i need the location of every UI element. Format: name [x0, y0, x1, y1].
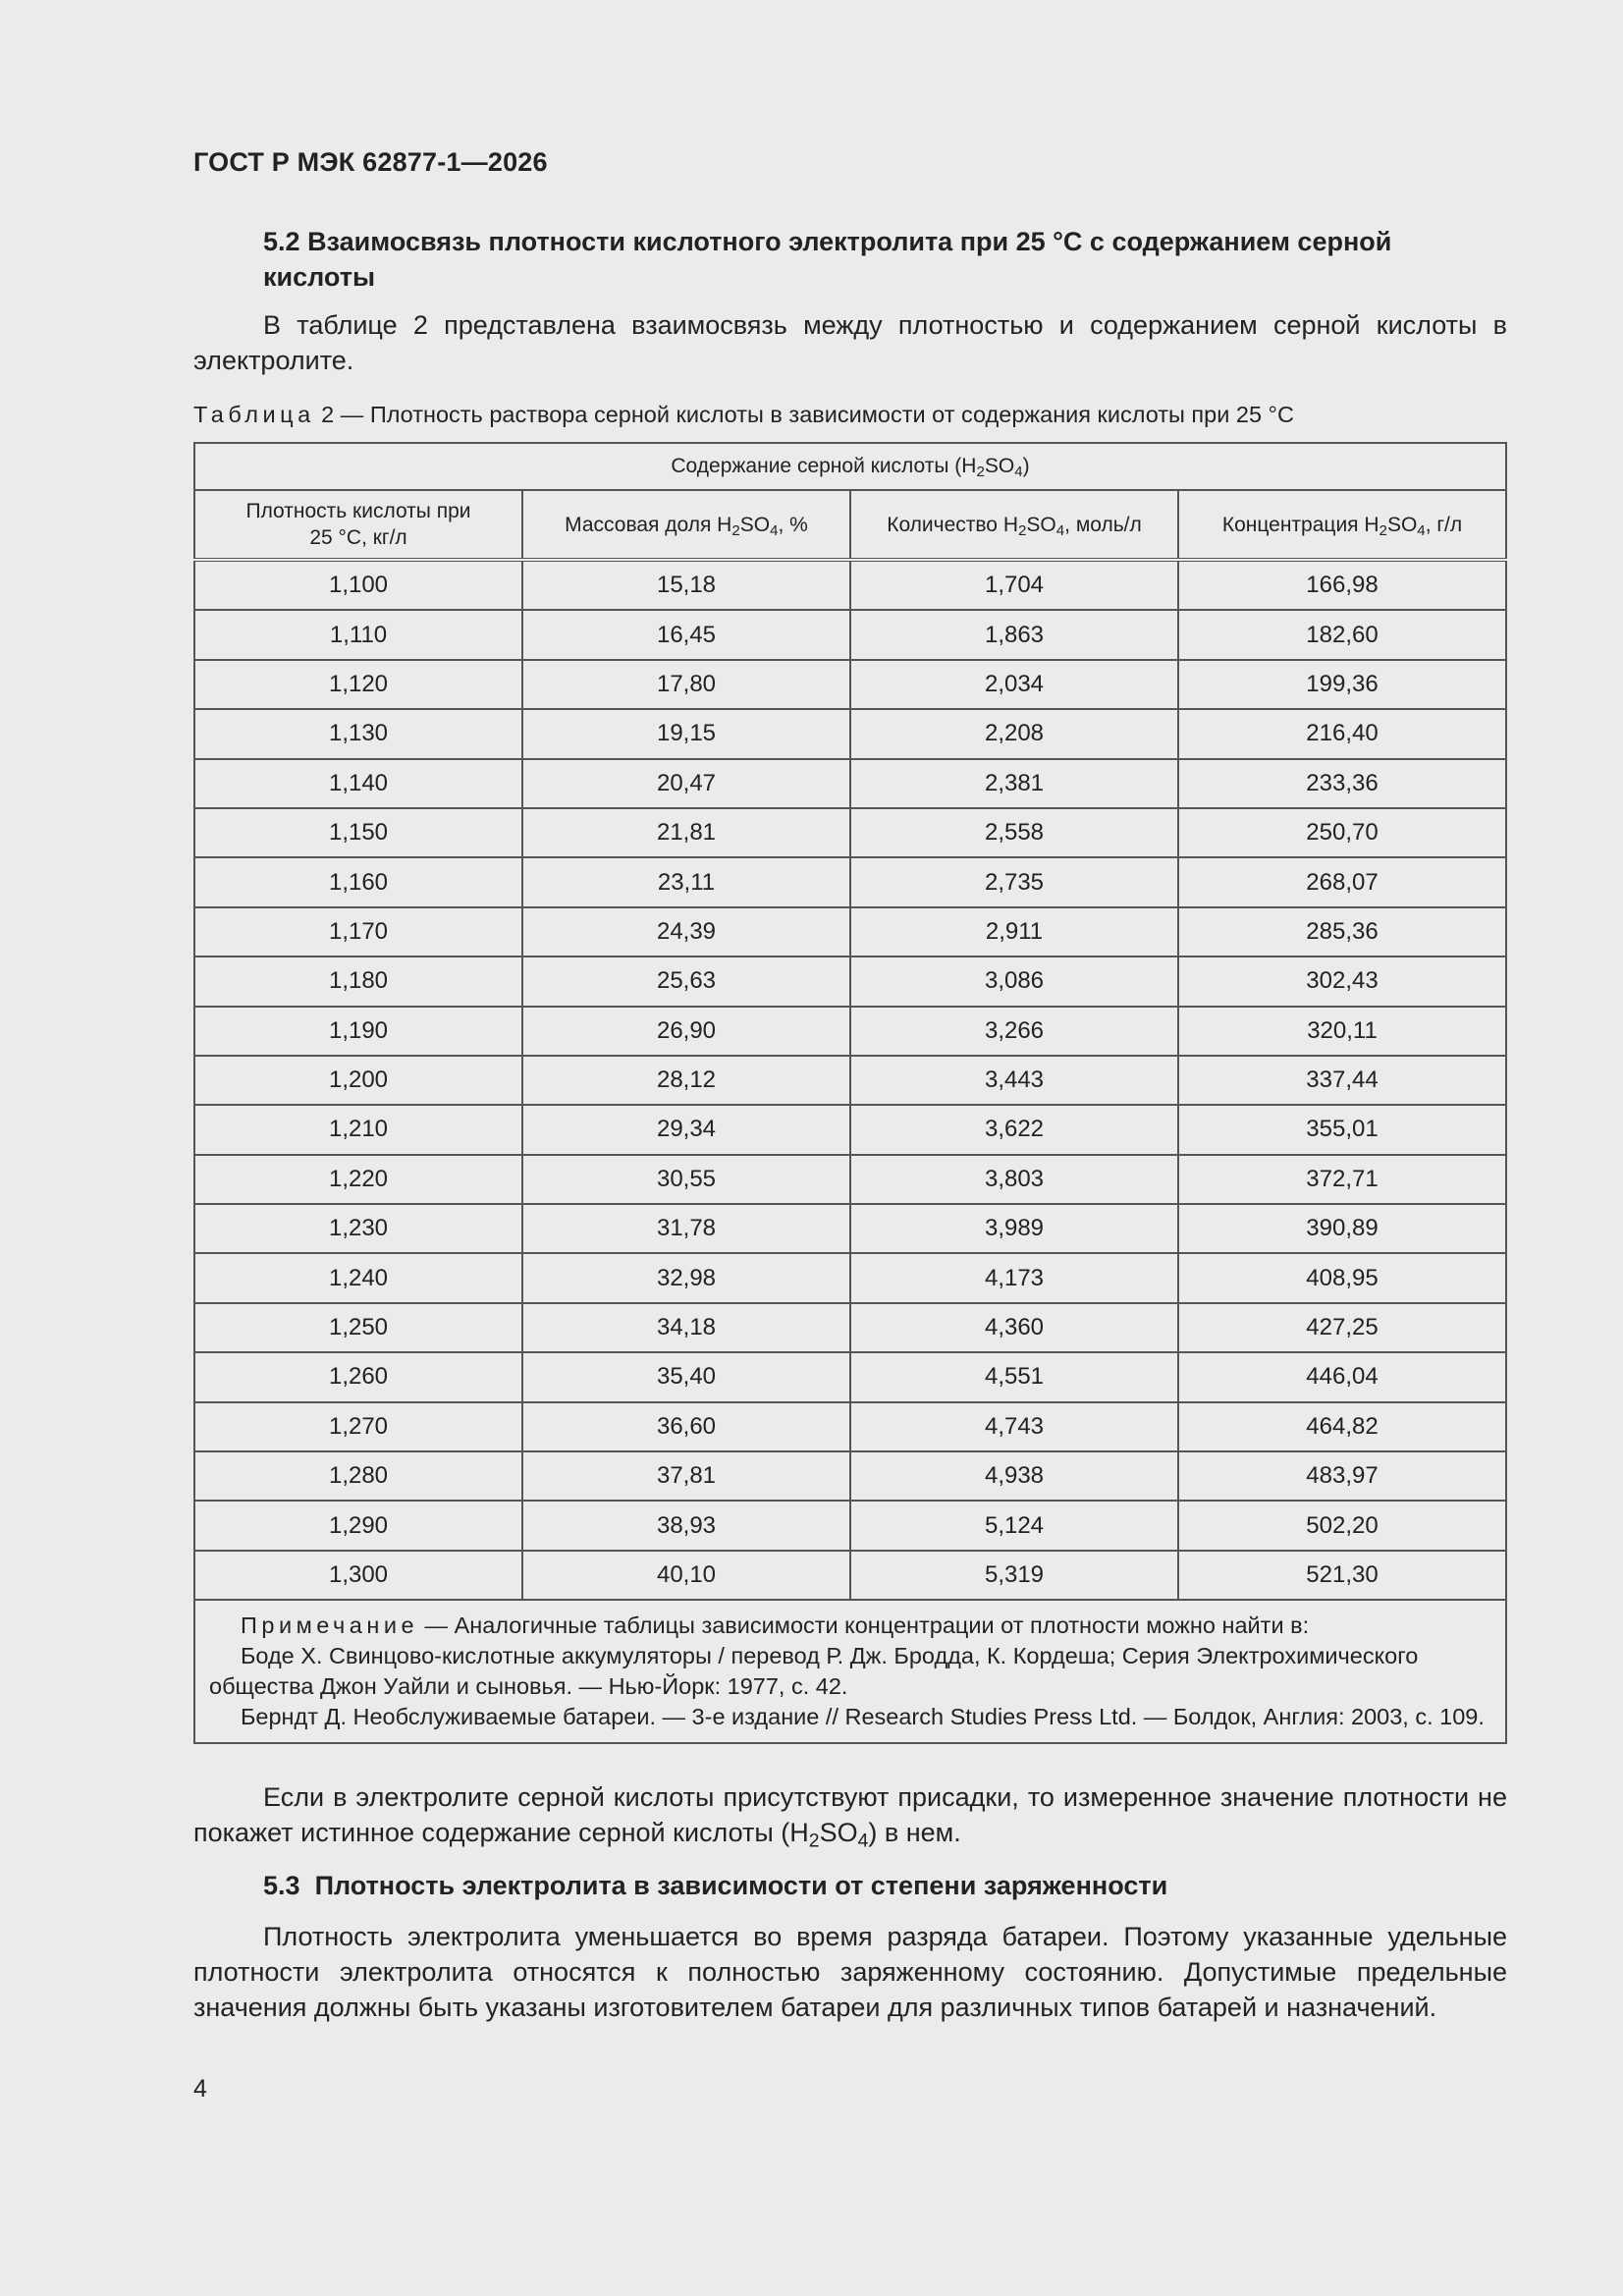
table-row [194, 1303, 1506, 1352]
table-cell: 2,034 [850, 660, 1178, 709]
section-5-3-body: Плотность электролита уменьшается во время разряда батареи. Поэтому указанные удельные плотности электролита относятся к полностью заряженному состоянию. Допустимые предельные значения должны быть указаны изготовителем батареи для различных типов батарей и назначений. [193, 1922, 1507, 2022]
table-row [194, 610, 1506, 659]
section-5-2-heading [263, 224, 1510, 295]
table-cell: 2,381 [850, 759, 1178, 808]
table-cell: 35,40 [522, 1352, 850, 1401]
table-cell: 40,10 [522, 1551, 850, 1600]
table-cell: 1,210 [194, 1105, 522, 1154]
table-cell: 1,220 [194, 1155, 522, 1204]
table-cell: 1,170 [194, 907, 522, 957]
text-part: Плотность кислоты при 25 °C, кг/л [245, 500, 471, 549]
table-cell: 16,45 [522, 610, 850, 659]
text-part: SO [984, 455, 1015, 477]
table-cell: 36,60 [522, 1402, 850, 1451]
table-cell: 1,863 [850, 610, 1178, 659]
table-row [194, 808, 1506, 857]
table-cell: 502,20 [1178, 1501, 1506, 1550]
table-cell: 166,98 [1178, 560, 1506, 610]
table-cell: 1,120 [194, 660, 522, 709]
table-cell: 4,938 [850, 1451, 1178, 1501]
table-cell: 21,81 [522, 808, 850, 857]
table-row [194, 1105, 1506, 1154]
section-number: 5.3 [263, 1871, 300, 1900]
table-cell: 1,290 [194, 1501, 522, 1550]
table-row [194, 1352, 1506, 1401]
table-cell: 320,11 [1178, 1007, 1506, 1056]
table-cell: 3,989 [850, 1204, 1178, 1253]
table-cell: 408,95 [1178, 1253, 1506, 1302]
table-note [194, 1600, 1506, 1743]
subscript: 4 [1417, 521, 1426, 539]
table-cell: 199,36 [1178, 660, 1506, 709]
subscript: 2 [1018, 521, 1027, 539]
subscript: 2 [731, 521, 740, 539]
table-cell: 3,266 [850, 1007, 1178, 1056]
column-header [1178, 490, 1506, 560]
text-part: SO [1026, 513, 1056, 536]
section-title: Плотность электролита в зависимости от степени заряженности [314, 1871, 1168, 1900]
table-cell: 1,250 [194, 1303, 522, 1352]
table-row [194, 660, 1506, 709]
table-cell: 464,82 [1178, 1402, 1506, 1451]
table-cell: 32,98 [522, 1253, 850, 1302]
table-cell: 3,086 [850, 957, 1178, 1006]
after-table-paragraph [193, 1779, 1507, 1850]
table-cell: 30,55 [522, 1155, 850, 1204]
table-cell: 31,78 [522, 1204, 850, 1253]
table-cell: 1,200 [194, 1056, 522, 1105]
table-cell: 15,18 [522, 560, 850, 610]
table-cell: 2,735 [850, 857, 1178, 906]
text-part: , моль/л [1064, 513, 1142, 536]
table-row [194, 1204, 1506, 1253]
table-cell: 302,43 [1178, 957, 1506, 1006]
table-cell: 4,551 [850, 1352, 1178, 1401]
text-part: SO [819, 1818, 858, 1847]
subscript: 4 [1014, 464, 1023, 481]
table-note-row [194, 1600, 1506, 1743]
subscript: 4 [770, 521, 779, 539]
text-part: , г/л [1425, 513, 1463, 536]
table-cell: 1,270 [194, 1402, 522, 1451]
table-row [194, 1501, 1506, 1550]
note-reference: Боде Х. Свинцово-кислотные аккумуляторы / перевод Р. Дж. Бродда, К. Кордеша; Серия Электрохимического общества Джон Уайли и сыновья. — Нью-Йорк: 1977, с. 42. [209, 1643, 1419, 1700]
density-table [193, 442, 1507, 1744]
table-row [194, 957, 1506, 1006]
table-cell: 23,11 [522, 857, 850, 906]
table-cell: 1,130 [194, 709, 522, 758]
table-cell: 1,240 [194, 1253, 522, 1302]
table-row [194, 857, 1506, 906]
table-cell: 521,30 [1178, 1551, 1506, 1600]
table-cell: 2,911 [850, 907, 1178, 957]
table-cell: 17,80 [522, 660, 850, 709]
subscript: 4 [857, 1830, 869, 1852]
table-cell: 1,280 [194, 1451, 522, 1501]
table-cell: 1,300 [194, 1551, 522, 1600]
section-title: Взаимосвязь плотности кислотного электролита при 25 °C с содержанием серной кислоты [263, 227, 1392, 292]
table-cell: 5,319 [850, 1551, 1178, 1600]
note-reference: Берндт Д. Необслуживаемые батареи. — 3-е издание // Research Studies Press Ltd. — Болдок, Англия: 2003, с. 109. [241, 1704, 1485, 1730]
table-cell: 28,12 [522, 1056, 850, 1105]
table-cell: 1,140 [194, 759, 522, 808]
table-cell: 1,110 [194, 610, 522, 659]
table-cell: 483,97 [1178, 1451, 1506, 1501]
table-cell: 2,558 [850, 808, 1178, 857]
text-part: ) [1022, 455, 1030, 477]
table-cell: 34,18 [522, 1303, 850, 1352]
page-number: 4 [193, 2075, 207, 2103]
table-cell: 5,124 [850, 1501, 1178, 1550]
table-cell: 268,07 [1178, 857, 1506, 906]
table-cell: 1,230 [194, 1204, 522, 1253]
section-5-3-heading [263, 1868, 1510, 1903]
table-row [194, 1551, 1506, 1600]
table-cell: 446,04 [1178, 1352, 1506, 1401]
text-part: Концентрация H [1221, 513, 1380, 536]
note-lead: — Аналогичные таблицы зависимости концентрации от плотности можно найти в: [418, 1613, 1310, 1639]
table-cell: 20,47 [522, 759, 850, 808]
table-cell: 337,44 [1178, 1056, 1506, 1105]
table-row [194, 1056, 1506, 1105]
table-cell: 19,15 [522, 709, 850, 758]
table-cell: 216,40 [1178, 709, 1506, 758]
table-row [194, 907, 1506, 957]
column-header [522, 490, 850, 560]
table-cell: 1,704 [850, 560, 1178, 610]
table-cell: 390,89 [1178, 1204, 1506, 1253]
text-part: Если в электролите серной кислоты присутствуют присадки, то измеренное значение плотности не покажет истинное содержание серной кислоты (H [193, 1782, 1507, 1847]
column-header [850, 490, 1178, 560]
table-cell: 3,443 [850, 1056, 1178, 1105]
table-cell: 4,743 [850, 1402, 1178, 1451]
table-cell: 38,93 [522, 1501, 850, 1550]
table-cell: 233,36 [1178, 759, 1506, 808]
text-part: ) в нем. [868, 1818, 961, 1847]
table-cell: 250,70 [1178, 808, 1506, 857]
table-cell: 285,36 [1178, 907, 1506, 957]
text-part: SO [739, 513, 771, 536]
table-cell: 355,01 [1178, 1105, 1506, 1154]
table-cell: 1,150 [194, 808, 522, 857]
table-cell: 4,173 [850, 1253, 1178, 1302]
table-cell: 372,71 [1178, 1155, 1506, 1204]
subscript: 2 [808, 1830, 820, 1852]
table-cell: 1,260 [194, 1352, 522, 1401]
table-cell: 182,60 [1178, 610, 1506, 659]
table-row [194, 560, 1506, 610]
table-cell: 29,34 [522, 1105, 850, 1154]
table-cell: 427,25 [1178, 1303, 1506, 1352]
table-cell: 25,63 [522, 957, 850, 1006]
document-header: ГОСТ Р МЭК 62877-1—2026 [193, 147, 548, 177]
table-row [194, 759, 1506, 808]
table-cell: 1,100 [194, 560, 522, 610]
subscript: 2 [976, 464, 985, 481]
table-cell: 4,360 [850, 1303, 1178, 1352]
column-header [194, 490, 522, 560]
table-cell: 2,208 [850, 709, 1178, 758]
table-cell: 1,160 [194, 857, 522, 906]
table-row [194, 1253, 1506, 1302]
table-row [194, 1007, 1506, 1056]
text-part: Содержание серной кислоты (H [671, 455, 977, 477]
table-cell: 24,39 [522, 907, 850, 957]
text-part: SO [1386, 513, 1418, 536]
note-label: Примечание [241, 1613, 419, 1639]
table-row [194, 1155, 1506, 1204]
table-row [194, 1451, 1506, 1501]
subscript: 2 [1379, 521, 1387, 539]
group-header [194, 443, 1506, 490]
caption-text: 2 — Плотность раствора серной кислоты в зависимости от содержания кислоты при 25 °C [314, 402, 1294, 427]
section-5-2-intro: В таблице 2 представлена взаимосвязь между плотностью и содержанием серной кислоты в электролите. [193, 310, 1507, 375]
table-caption [193, 399, 1509, 430]
table-row [194, 709, 1506, 758]
table-cell: 1,180 [194, 957, 522, 1006]
table-row [194, 1402, 1506, 1451]
table-cell: 3,622 [850, 1105, 1178, 1154]
table-cell: 3,803 [850, 1155, 1178, 1204]
table-cell: 37,81 [522, 1451, 850, 1501]
section-number: 5.2 [263, 227, 300, 256]
subscript: 4 [1055, 521, 1065, 539]
caption-label: Таблица [193, 402, 315, 427]
text-part: , % [778, 513, 808, 536]
text-part: Количество H [887, 513, 1018, 536]
text-part: Массовая доля H [565, 513, 732, 536]
table-cell: 1,190 [194, 1007, 522, 1056]
table-cell: 26,90 [522, 1007, 850, 1056]
